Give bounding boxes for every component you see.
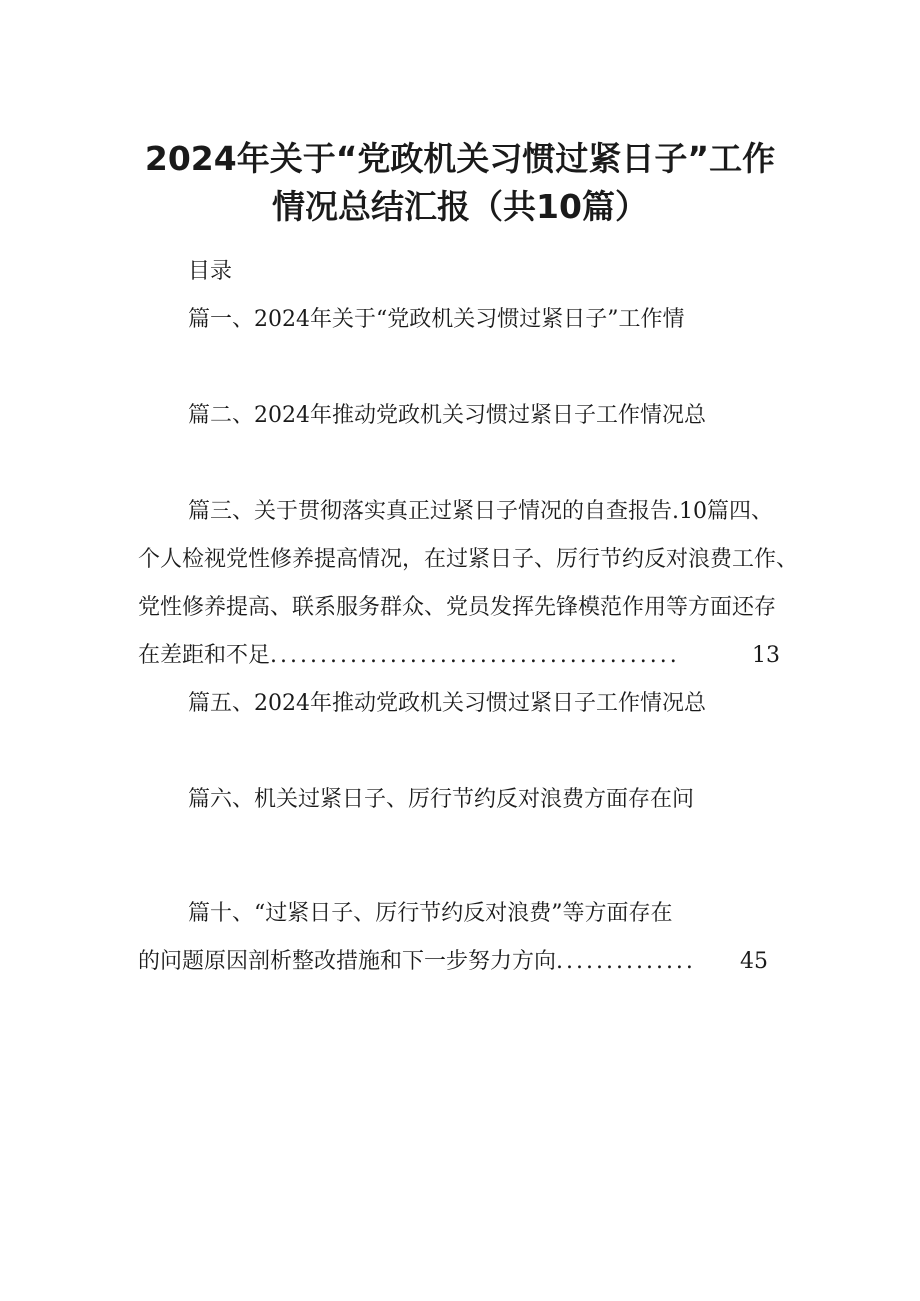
toc-item-6: 篇六、机关过紧日子、厉行节约反对浪费方面存在问 <box>188 787 695 812</box>
toc-item-3-text: 在差距和不足 <box>138 643 271 668</box>
toc-item-2: 篇二、2024年推动党政机关习惯过紧日子工作情况总 <box>188 403 706 428</box>
toc-item-3-leader: ......................................... <box>270 643 680 668</box>
toc-item-5: 篇五、2024年推动党政机关习惯过紧日子工作情况总 <box>188 691 706 716</box>
toc-item-10-page-number: 45 <box>740 949 768 974</box>
document-title-line1: 2024年关于“党政机关习惯过紧日子”工作 <box>144 139 776 178</box>
document-title-line2: 情况总结汇报（共10篇） <box>272 187 648 226</box>
toc-item-3-page-number: 13 <box>752 643 780 668</box>
toc-item-3-line3: 党性修养提高、联系服务群众、党员发挥先锋模范作用等方面还存 <box>138 595 777 620</box>
toc-item-10-line1: 篇十、“过紧日子、厉行节约反对浪费”等方面存在 <box>188 901 673 926</box>
toc-item-10-leader: .............. <box>556 949 696 974</box>
toc-item-10-text: 的问题原因剖析整改措施和下一步努力方向 <box>138 949 557 974</box>
toc-heading: 目录 <box>188 259 233 284</box>
toc-item-3-line4 <box>138 641 680 671</box>
toc-item-3-line2: 个人检视党性修养提高情况，在过紧日子、厉行节约反对浪费工作、 <box>138 547 799 572</box>
toc-item-10-line2 <box>138 947 696 977</box>
toc-item-3-line1: 篇三、关于贯彻落实真正过紧日子情况的自查报告.10篇四、 <box>188 499 773 524</box>
toc-item-1: 篇一、2024年关于“党政机关习惯过紧日子”工作情 <box>188 307 685 332</box>
